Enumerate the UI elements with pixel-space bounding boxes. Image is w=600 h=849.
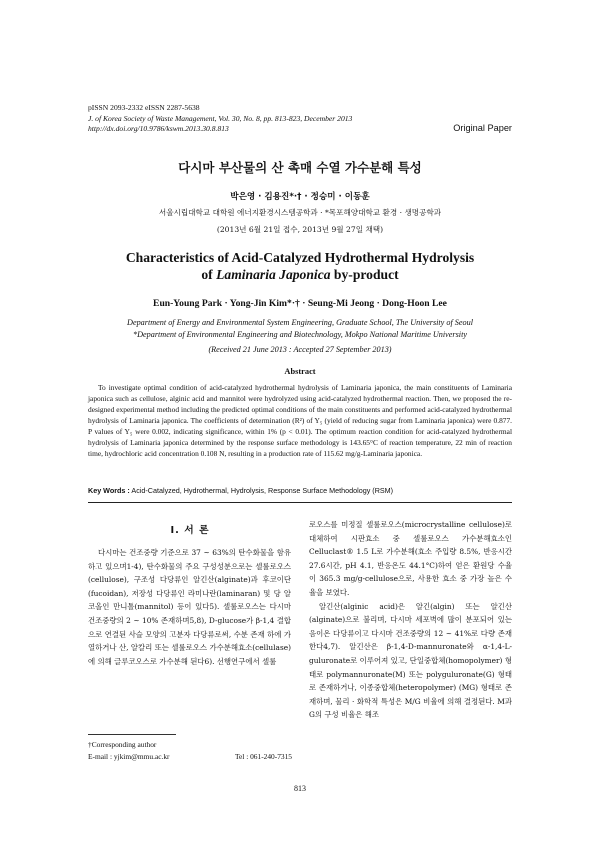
right-column [309,518,512,722]
keywords [88,486,512,495]
korean-title: 다시마 부산물의 산 촉매 수열 가수분해 특성 [178,160,422,175]
doi-link[interactable]: http://dx.doi.org/10.9786/kswm.2013.30.8.813 [88,124,229,134]
journal-meta [88,103,428,135]
english-title-line1: Characteristics of Acid-Catalyzed Hydrothermal Hydrolysis [125,250,475,265]
keywords-label: Key Words : [88,486,130,495]
paragraph: 알긴산(alginic acid)은 알긴(algin) 또는 알긴산(alginate)으로 불리며, 다시마 세포벽에 많이 분포되어 있는 음이온 다당류이고 다시마 건조중량의 12 ~ 41%로 다량 존재한다4,7). 알긴산은 β-1,4-D-mannuronate와 α-1,4-L-guluronate로 이루어져 있고, 단일중합체(homopolymer) 형태로 polymannuronate(M) 또는 polyguluronate(G) 형태로 존재하거나, 이종중합체(heteropolymer) (MG) 형태로 존재하며, 물리 · 화학적 특성은 M/G 비율에 의해 결정된다. M과 G의 구성 비율은 해조 [309,601,512,720]
journal-citation: J. of Korea Society of Waste Management, Vol. 30, No. 8, pp. 813-823, December 2013 [88,113,353,123]
abstract-heading: Abstract [284,367,316,376]
english-dates: (Received 21 June 2013 : Accepted 27 September 2013) [208,345,392,354]
title-suffix: by-product [330,267,399,282]
english-title [88,249,512,283]
paper-type-label: Original Paper [453,123,512,133]
paragraph: 로오스를 미정질 셀룰로오스(microcrystalline cellulose)로 대체하여 시판효소 중 셀룰로오스 가수분해효소인 Celluclast® 1.5 L로 가수분해(효소 주입량 8.5%, 반응시간 27.6시간, pH 4.1, 반응온도 44.1°C)하여 얻은 환원당 수율이 365.3 mg/g-cellulose으로, 사용한 효소 중 가장 높은 수율을 보였다. [309,520,512,597]
keywords-list: Acid-Catalyzed, Hydrothermal, Hydrolysis, Response Surface Methodology (RSM) [129,486,394,495]
title-species: Laminaria Japonica [216,267,331,282]
title-prefix: of [201,267,217,282]
english-authors: Eun-Young Park · Yong-Jin Kim*·† · Seung-Mi Jeong · Dong-Hoon Lee [153,298,447,309]
footnote-corresponding: †Corresponding author [88,740,157,749]
footnote-tel: Tel : 061-240-7315 [235,752,292,761]
divider [88,502,512,503]
page-number: 813 [294,784,306,793]
english-affiliations [88,317,512,340]
issn-line: pISSN 2093-2332 eISSN 2287-5638 [88,103,200,112]
korean-authors: 박은영 · 김용진*·† · 정승미 · 이동훈 [230,192,370,202]
footnote-email[interactable]: E-mail : yjkim@mmu.ac.kr [88,752,170,761]
abstract-text: To investigate optimal condition of acid-catalyzed hydrothermal hydrolysis of Laminaria japonica, the main constituents of Laminaria japonica such as cellulose, alginic acid and mannitol were hydrolyzed using acid-catalyzed hydrothermal reaction. Then, we proposed the re-designed experimental method including the predicted optimal conditions of the main constituents and performed acid-catalyzed hydrothermal hydrolysis of Laminaria japonica. The coefficients of determination (R²) of Y₅ (yield of reducing sugar from Laminaria japonica) were 0.877. P values of Y₅ were 0.002, indicating significance, within 1% (p < 0.01). The optimum reaction condition for acid-catalyzed hydrothermal hydrolysis of Laminaria japonica determined by the response surface methodology is 143.65°C of reaction temperature, 22 min of reaction time, hydrochloric acid concentration 0.108 N, resulting in a production rate of 115.62 mg/g-Laminaria japonica. [88,383,512,458]
english-title-line2 [88,266,512,283]
left-column [88,546,291,668]
affiliation-2: *Department of Environmental Engineering and Biotechnology, Mokpo National Maritime University [133,329,467,339]
section-heading: I. 서 론 [170,525,210,536]
paragraph: 다시마는 건조중량 기준으로 37 ~ 63%의 탄수화물을 함유하고 있으며1-4), 탄수화물의 주요 구성성분으로는 셀룰로오스(cellulose), 구조성 다당류인 알긴산(alginate)과 후코이단(fucoidan), 저장성 다당류인 라미나란(laminaran) 및 당 알코올인 만니톨(mannitol) 등이 있다5). 셀룰로오스는 다시마 건조중량의 2 ~ 10% 존재하며5,8), D-glucose가 β-1,4 결합으로 연결된 사슬 모양의 고분자 다당류로써, 수분 존재 하에 가열하거나 산, 알칼리 또는 셀룰로오스 가수분해효소(cellulase)에 의해 글루코오스로 가수분해 된다6). 선행연구에서 셀룰 [88,548,291,666]
footnote-divider [88,734,176,735]
affiliation-1: Department of Energy and Environmental System Engineering, Graduate School, The University of Seoul [127,318,473,327]
korean-affiliations: 서울시립대학교 대학원 에너지환경시스템공학과 · *목포해양대학교 환경 · 생명공학과 [158,208,442,217]
korean-dates: (2013년 6월 21일 접수, 2013년 9월 27일 채택) [216,225,384,234]
